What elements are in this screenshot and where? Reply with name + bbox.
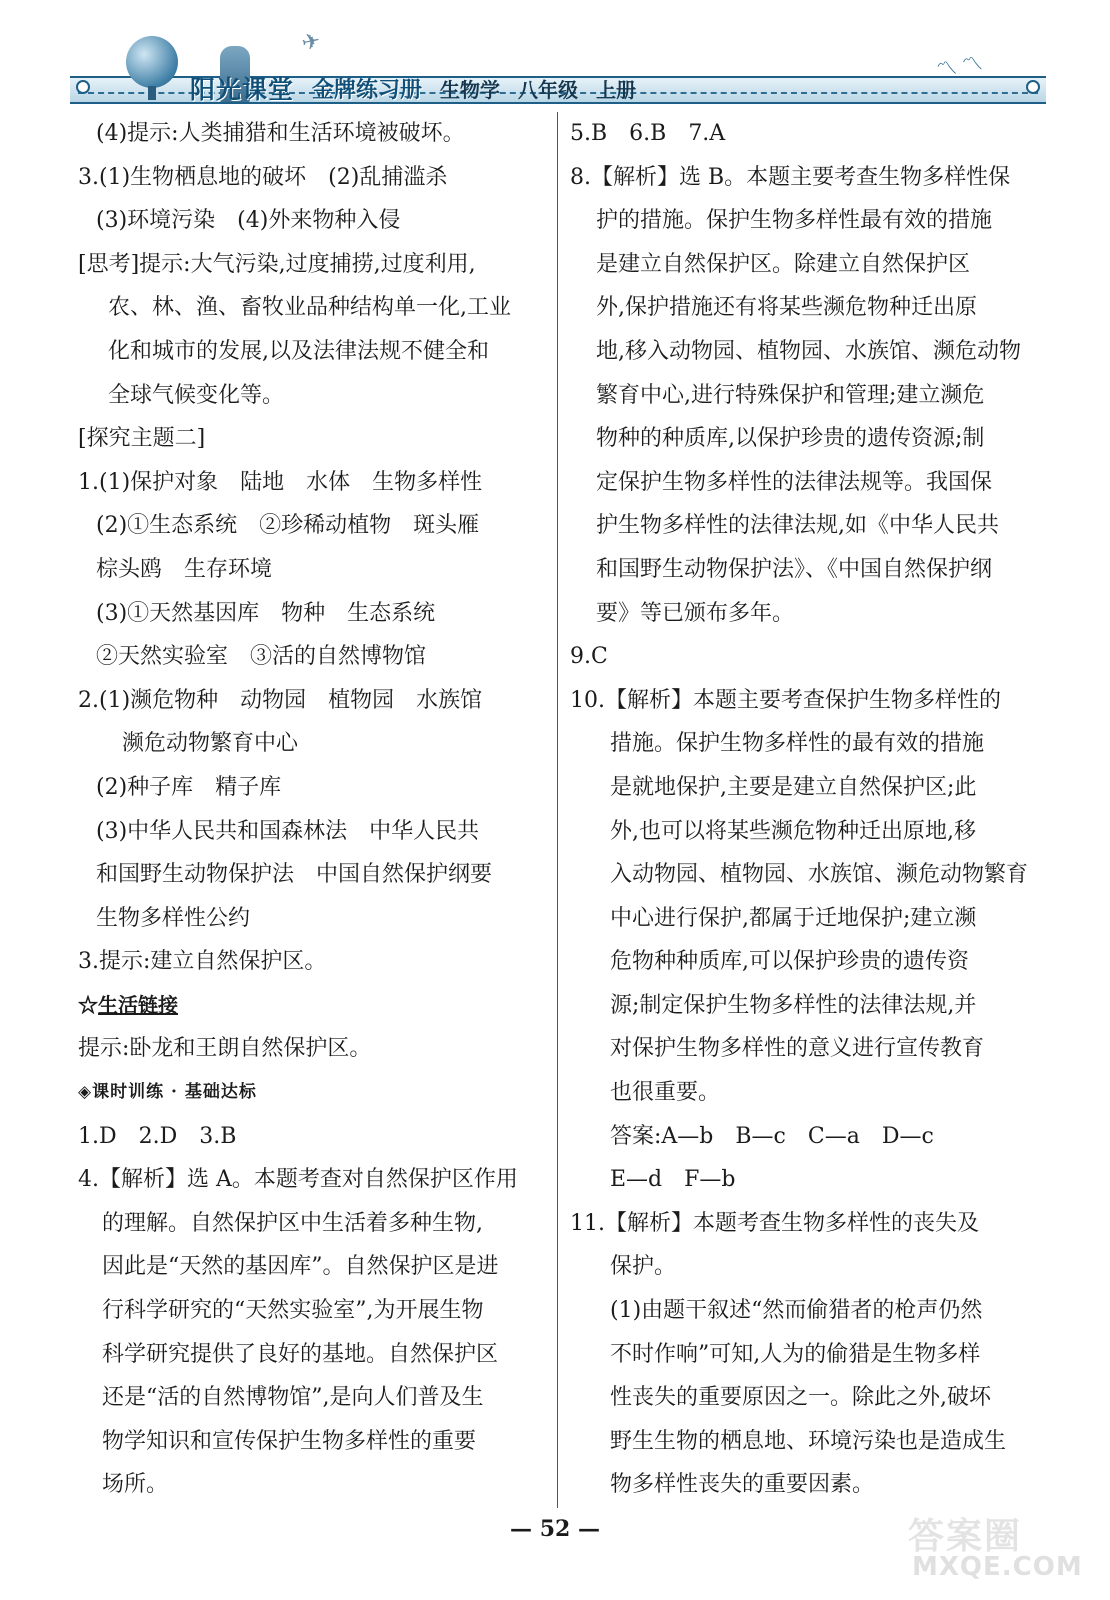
left-column [78, 112, 548, 1507]
life-link-answer: 提示:卧龙和王朗自然保护区。 [78, 1036, 372, 1062]
answer-line: E—d F—b [610, 1167, 736, 1193]
answer-line: 性丧失的重要原因之一。除此之外,破坏 [610, 1385, 991, 1411]
life-link-title: 生活链接 [98, 992, 178, 1017]
answer-line: 生物多样性公约 [96, 905, 251, 931]
answer-line: 8.【解析】选 B。本题主要考查生物多样性保 [570, 164, 1011, 190]
answer-line: 化和城市的发展,以及法律法规不健全和 [108, 338, 489, 364]
answer-line: 物多样性丧失的重要因素。 [610, 1472, 875, 1498]
answer-line: 场所。 [102, 1472, 169, 1498]
header-volume: 上册 [596, 77, 637, 102]
answer-line: 和国野生动物保护法》、《中国自然保护纲 [596, 556, 993, 582]
answer-line: 地,移入动物园、植物园、水族馆、濒危动物 [596, 338, 1021, 364]
answer-line: 定保护生物多样性的法律法规等。我国保 [596, 469, 993, 495]
answer-line: 濒危动物繁育中心 [122, 731, 299, 757]
answer-line: 因此是“天然的基因库”。自然保护区是进 [102, 1254, 499, 1280]
answer-line: 入动物园、植物园、水族馆、濒危动物繁育 [610, 862, 1029, 888]
answer-line: 科学研究提供了良好的基地。自然保护区 [102, 1341, 499, 1367]
answer-line: 11.【解析】本题考查生物多样性的丧失及 [570, 1210, 979, 1236]
answer-line: 中心进行保护,都属于迁地保护;建立濒 [610, 905, 977, 931]
training-answer-lines [78, 1115, 548, 1507]
answer-line: ②天然实验室 ③活的自然博物馆 [96, 644, 427, 670]
answer-line: 不时作响”可知,人为的偷猎是生物多样 [610, 1341, 981, 1367]
answer-line: 9.C [570, 644, 608, 670]
answer-line: (2)①生态系统 ②珍稀动植物 斑头雁 [96, 513, 480, 539]
answer-line: 也很重要。 [610, 1080, 721, 1106]
answer-line: 危物种种质库,可以保护珍贵的遗传资 [610, 949, 969, 975]
answer-line: 是就地保护,主要是建立自然保护区;此 [610, 774, 977, 800]
answer-line: 2.(1)濒危物种 动物园 植物园 水族馆 [78, 687, 483, 713]
watermark-logo [908, 1508, 1088, 1588]
header-series: 金牌练习册 [312, 76, 423, 103]
answer-line: 3.提示:建立自然保护区。 [78, 949, 327, 975]
answer-line: [探究主题二] [78, 426, 206, 452]
answer-line: 全球气候变化等。 [108, 382, 285, 408]
header-title [190, 72, 636, 104]
answer-line: 物学知识和宣传保护生物多样性的重要 [102, 1428, 477, 1454]
answer-line: 1.D 2.D 3.B [78, 1123, 237, 1149]
answer-line: 护的措施。保护生物多样性最有效的措施 [596, 208, 993, 234]
header-brand: 阳光课堂 [190, 75, 295, 104]
answer-line: 答案:A—b B—c C—a D—c [610, 1123, 934, 1149]
answer-line: 是建立自然保护区。除建立自然保护区 [596, 251, 971, 277]
answer-line: 和国野生动物保护法 中国自然保护纲要 [96, 862, 493, 888]
answer-line: 对保护生物多样性的意义进行宣传教育 [610, 1036, 985, 1062]
answer-line: 保护。 [610, 1254, 677, 1280]
answer-line: (4)提示:人类捕猎和生活环境被破坏。 [96, 121, 465, 146]
answer-line: 护生物多样性的法律法规,如《中华人民共 [596, 513, 999, 539]
answer-line: (3)①天然基因库 物种 生态系统 [96, 600, 436, 626]
training-heading: ◈课时训练 · 基础达标 [78, 1082, 257, 1103]
answer-line: 外,保护措施还有将某些濒危物种迁出原 [596, 295, 977, 321]
answer-line: 野生生物的栖息地、环境污染也是造成生 [610, 1428, 1007, 1454]
right-answer-lines [570, 112, 1044, 1507]
birds-icon: 〽〽 [934, 49, 990, 83]
watermark-main: 答案圈 [908, 1516, 1023, 1557]
answer-line: (2)种子库 精子库 [96, 774, 282, 800]
header-right-dot-icon [1026, 80, 1040, 94]
answer-line: 农、林、渔、畜牧业品种结构单一化,工业 [108, 295, 511, 321]
answer-line: 10.【解析】本题主要考查保护生物多样性的 [570, 687, 1001, 713]
star-icon: ☆ [78, 992, 98, 1017]
answer-line: 源;制定保护生物多样性的法律法规,并 [610, 992, 977, 1018]
watermark-sub: MXQE.COM [912, 1552, 1083, 1582]
answer-line: 繁育中心,进行特殊保护和管理;建立濒危 [596, 382, 985, 408]
answer-line: 还是“活的自然博物馆”,是向人们普及生 [102, 1385, 484, 1411]
answer-line: (3)中华人民共和国森林法 中华人民共 [96, 818, 480, 844]
left-answer-lines [78, 112, 548, 984]
globe-stand-icon [148, 86, 156, 100]
answer-line: 4.【解析】选 A。本题考查对自然保护区作用 [78, 1167, 518, 1193]
header-left-dot-icon [76, 80, 90, 94]
answer-line: 要》等已颁布多年。 [596, 600, 795, 626]
answer-line: 1.(1)保护对象 陆地 水体 生物多样性 [78, 469, 483, 495]
page-header [70, 28, 1046, 106]
answer-line: [思考]提示:大气污染,过度捕捞,过度利用, [78, 251, 476, 277]
answer-line: 物种的种质库,以保护珍贵的遗传资源;制 [596, 426, 985, 452]
answer-line: (3)环境污染 (4)外来物种入侵 [96, 208, 401, 234]
answer-line: 的理解。自然保护区中生活着多种生物, [102, 1210, 483, 1236]
paper-plane-icon: ✈ [299, 28, 323, 57]
column-divider [557, 112, 558, 1508]
answer-line: 3.(1)生物栖息地的破坏 (2)乱捕滥杀 [78, 164, 448, 190]
right-column [570, 112, 1044, 1507]
header-subject: 生物学 [440, 77, 501, 102]
globe-icon [126, 36, 178, 88]
answer-line: 行科学研究的“天然实验室”,为开展生物 [102, 1298, 484, 1324]
answer-line: 外,也可以将某些濒危物种迁出原地,移 [610, 818, 976, 844]
answer-line: 措施。保护生物多样性的最有效的措施 [610, 731, 985, 757]
header-grade: 八年级 [518, 77, 579, 102]
life-link-heading [78, 984, 548, 1028]
answer-line: 5.B 6.B 7.A [570, 121, 726, 146]
page-number: — 52 — [510, 1516, 600, 1542]
answer-line: 棕头鸥 生存环境 [96, 556, 273, 582]
answer-line: (1)由题干叙述“然而偷猎者的枪声仍然 [610, 1298, 983, 1324]
